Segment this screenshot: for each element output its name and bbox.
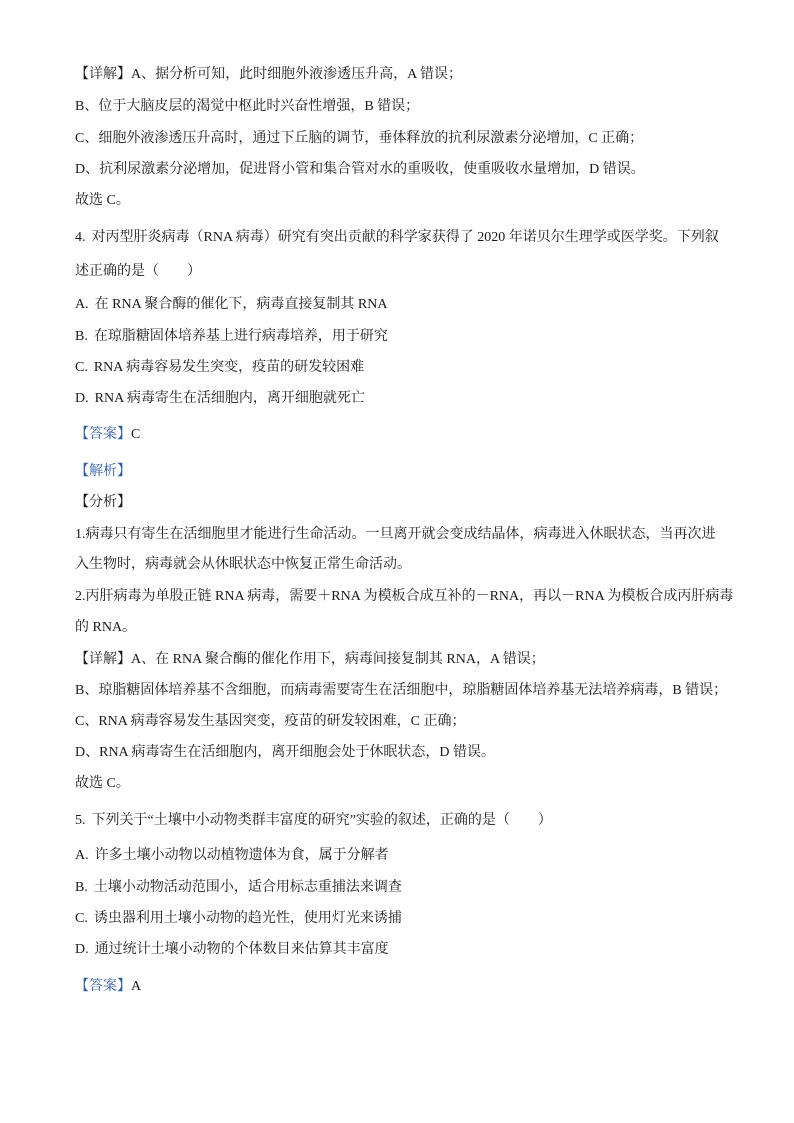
q3-detail-line: B、位于大脑皮层的渴觉中枢此时兴奋性增强，B 错误； (75, 99, 420, 114)
q4-analysis-line: 1.病毒只有寄生在活细胞里才能进行生命活动。一旦离开就会变成结晶体，病毒进入休眠状态，当再次进 (75, 527, 716, 542)
answer-value: C (131, 427, 141, 442)
answer-label: 【答案】 (75, 427, 131, 442)
q5-answer (75, 977, 141, 997)
q4-analysis-line: 入生物时，病毒就会从休眠状态中恢复正常生命活动。 (75, 557, 411, 572)
q4-option-b (75, 327, 388, 347)
q4-detail-line (75, 650, 545, 670)
option-text: RNA 病毒寄生在活细胞内，离开细胞就死亡 (94, 391, 365, 406)
q3-detail-line: D、抗利尿激素分泌增加，促进肾小管和集合管对水的重吸收，使重吸收水量增加，D 错误。 (75, 162, 645, 177)
q4-analysis-line: 的 RNA。 (75, 620, 137, 635)
option-text: 许多土壤小动物以动植物遗体为食，属于分解者 (94, 848, 389, 863)
option-letter: B. (75, 880, 88, 895)
option-text: 土壤小动物活动范围小，适合用标志重捕法来调查 (93, 880, 402, 895)
option-letter: C. (75, 360, 88, 375)
q4-stem-line (75, 228, 719, 248)
q5-option-d (75, 940, 389, 960)
question-stem-text: 对丙型肝炎病毒（RNA 病毒）研究有突出贡献的科学家获得了 2020 年诺贝尔生理学或医学奖。下列叙 (91, 230, 719, 245)
q3-detail-line (75, 65, 462, 85)
q3-detail-line: C、细胞外液渗透压升高时，通过下丘脑的调节，垂体释放的抗利尿激素分泌增加，C 正确； (75, 131, 644, 146)
option-text: 在 RNA 聚合酶的催化下，病毒直接复制其 RNA (94, 297, 388, 312)
question-number: 4. (75, 230, 86, 245)
detail-label: 【详解】 (75, 67, 131, 82)
q4-detail-line: D、RNA 病毒寄生在活细胞内，离开细胞会处于休眠状态，D 错误。 (75, 745, 496, 760)
q3-conclusion: 故选 C。 (75, 193, 130, 208)
q4-conclusion: 故选 C。 (75, 776, 130, 791)
option-text: 在琼脂糖固体培养基上进行病毒培养，用于研究 (93, 329, 388, 344)
q4-detail-line: B、琼脂糖固体培养基不含细胞，而病毒需要寄生在活细胞中，琼脂糖固体培养基无法培养病毒，B 错误； (75, 683, 728, 698)
q4-option-c (75, 358, 364, 378)
option-letter: D. (75, 942, 89, 957)
detail-label: 【详解】 (75, 652, 131, 667)
q4-detail-line: C、RNA 病毒容易发生基因突变，疫苗的研发较困难，C 正确； (75, 714, 466, 729)
answer-value: A (131, 979, 142, 994)
option-letter: A. (75, 848, 89, 863)
option-letter: A. (75, 297, 89, 312)
q4-option-d (75, 389, 365, 409)
q4-stem-line: 述正确的是（ ） (75, 264, 201, 279)
q4-answer (75, 425, 140, 445)
q5-option-b (75, 878, 402, 898)
q5-stem-line (75, 811, 552, 831)
question-number: 5. (75, 813, 86, 828)
q4-analysis-sub-label: 【分析】 (75, 495, 131, 510)
option-text: 诱虫器利用土壤小动物的趋光性，使用灯光来诱捕 (93, 911, 402, 926)
detail-text: A、在 RNA 聚合酶的催化作用下，病毒间接复制其 RNA，A 错误； (131, 652, 545, 667)
q4-option-a (75, 295, 387, 315)
question-stem-text: 下列关于“土壤中小动物类群丰富度的研究”实验的叙述，正确的是（ ） (91, 813, 552, 828)
option-letter: D. (75, 391, 89, 406)
q5-option-c (75, 909, 402, 929)
option-text: RNA 病毒容易发生突变，疫苗的研发较困难 (93, 360, 365, 375)
option-letter: C. (75, 911, 88, 926)
q4-analysis-label: 【解析】 (75, 464, 131, 479)
answer-label: 【答案】 (75, 979, 131, 994)
option-text: 通过统计土壤小动物的个体数目来估算其丰富度 (94, 942, 389, 957)
q5-option-a (75, 846, 389, 866)
detail-text: A、据分析可知，此时细胞外液渗透压升高，A 错误； (131, 67, 462, 82)
q4-analysis-line: 2.丙肝病毒为单股正链 RNA 病毒，需要＋RNA 为模板合成互补的－RNA，再以－RNA 为模板合成丙肝病毒 (75, 589, 734, 604)
option-letter: B. (75, 329, 88, 344)
